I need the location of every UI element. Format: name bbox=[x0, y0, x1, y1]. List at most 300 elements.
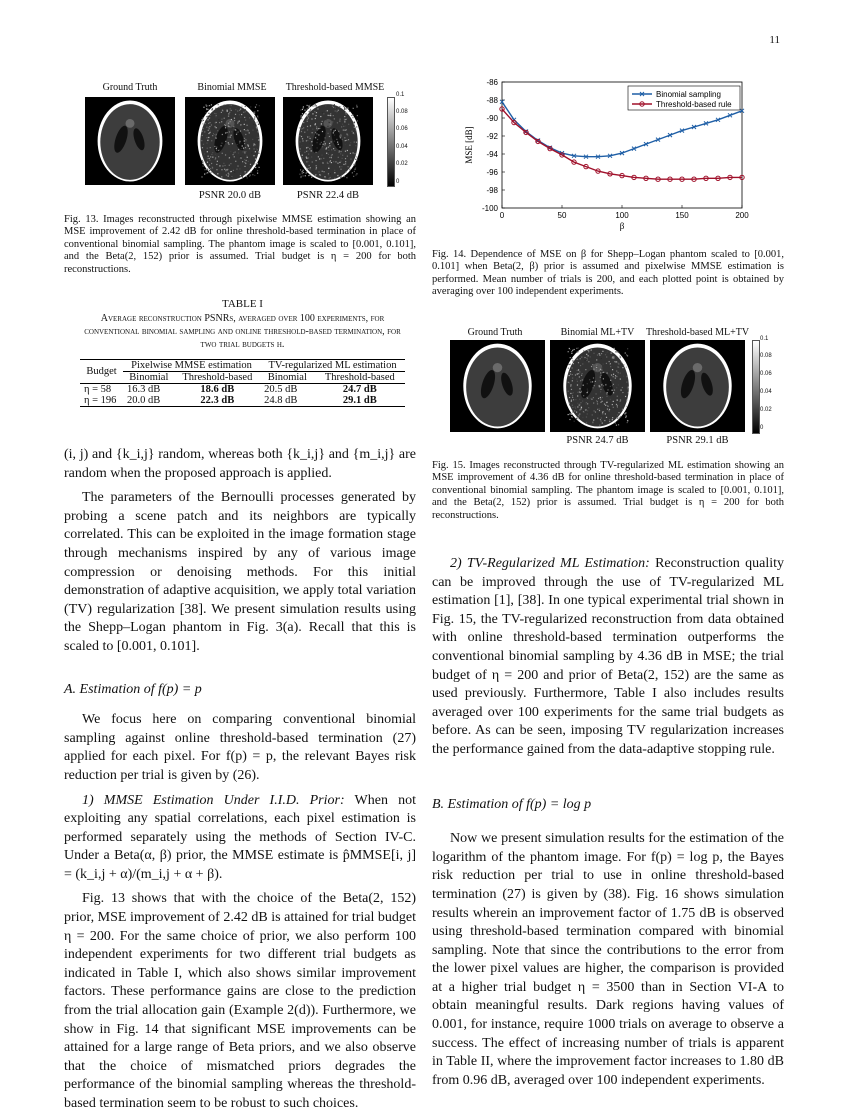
noise-speckle bbox=[306, 151, 307, 152]
noise-speckle bbox=[244, 166, 245, 167]
noise-speckle bbox=[245, 119, 246, 120]
fig15-label-gt: Ground Truth bbox=[467, 327, 523, 338]
noise-speckle bbox=[354, 165, 355, 166]
noise-speckle bbox=[315, 174, 316, 175]
noise-speckle bbox=[228, 116, 229, 117]
noise-speckle bbox=[570, 371, 571, 372]
noise-speckle bbox=[299, 135, 300, 136]
noise-speckle bbox=[305, 113, 306, 114]
noise-speckle bbox=[215, 122, 216, 123]
noise-speckle bbox=[235, 161, 236, 162]
noise-speckle bbox=[234, 172, 235, 173]
noise-speckle bbox=[333, 115, 334, 116]
noise-speckle bbox=[229, 165, 230, 166]
noise-speckle bbox=[572, 405, 573, 406]
noise-speckle bbox=[333, 107, 334, 108]
noise-speckle bbox=[211, 140, 212, 141]
noise-speckle bbox=[316, 105, 317, 106]
noise-speckle bbox=[247, 177, 248, 178]
noise-speckle bbox=[571, 351, 572, 352]
noise-speckle bbox=[612, 368, 613, 369]
noise-speckle bbox=[247, 114, 248, 115]
noise-speckle bbox=[303, 127, 304, 128]
noise-speckle bbox=[569, 349, 570, 350]
noise-speckle bbox=[614, 348, 615, 349]
noise-speckle bbox=[221, 176, 222, 177]
noise-speckle bbox=[315, 137, 316, 138]
noise-speckle bbox=[352, 117, 353, 118]
noise-speckle bbox=[327, 163, 328, 164]
noise-speckle bbox=[572, 411, 573, 412]
table1-group-header: Pixelwise MMSE estimation bbox=[123, 360, 260, 372]
noise-speckle bbox=[604, 403, 605, 404]
noise-speckle bbox=[237, 122, 238, 123]
noise-speckle bbox=[228, 137, 229, 138]
noise-speckle bbox=[596, 367, 597, 368]
noise-speckle bbox=[342, 158, 343, 159]
noise-speckle bbox=[344, 107, 345, 108]
noise-speckle bbox=[357, 120, 358, 121]
noise-speckle bbox=[210, 147, 211, 148]
noise-speckle bbox=[608, 371, 609, 372]
noise-speckle bbox=[617, 417, 618, 418]
legend-entry: Binomial sampling bbox=[656, 90, 721, 99]
noise-speckle bbox=[248, 145, 249, 146]
noise-speckle bbox=[568, 351, 569, 352]
noise-speckle bbox=[233, 170, 234, 171]
noise-speckle bbox=[591, 366, 592, 367]
phantom-top-spot bbox=[226, 119, 235, 128]
noise-speckle bbox=[320, 116, 321, 117]
noise-speckle bbox=[239, 121, 240, 122]
noise-speckle bbox=[226, 169, 227, 170]
noise-speckle bbox=[224, 166, 225, 167]
paragraph-text: When not exploiting any spatial correlations, each pixel estimation is performed separately using the methods of Section IV-C. Under a Beta(α, β) prior, the MMSE estimate is p̂MMSE[i, j] = (k_i,j + α)/(m_i,j + α + β). bbox=[64, 792, 416, 882]
noise-speckle bbox=[219, 150, 220, 151]
noise-speckle bbox=[598, 398, 599, 399]
noise-speckle bbox=[204, 169, 205, 170]
noise-speckle bbox=[321, 123, 322, 124]
noise-speckle bbox=[319, 158, 320, 159]
noise-speckle bbox=[207, 148, 208, 149]
noise-speckle bbox=[602, 413, 603, 414]
noise-speckle bbox=[316, 167, 317, 168]
noise-speckle bbox=[243, 148, 244, 149]
noise-speckle bbox=[582, 417, 583, 418]
noise-speckle bbox=[626, 382, 627, 383]
noise-speckle bbox=[615, 415, 616, 416]
table-row bbox=[80, 395, 405, 407]
noise-speckle bbox=[336, 112, 337, 113]
noise-speckle bbox=[572, 407, 573, 408]
noise-speckle bbox=[229, 125, 230, 126]
noise-speckle bbox=[218, 119, 219, 120]
noise-speckle bbox=[217, 173, 218, 174]
noise-speckle bbox=[324, 137, 325, 138]
noise-speckle bbox=[317, 147, 318, 148]
noise-speckle bbox=[615, 351, 616, 352]
noise-speckle bbox=[593, 419, 594, 420]
noise-speckle bbox=[607, 409, 608, 410]
noise-speckle bbox=[244, 124, 245, 125]
noise-speckle bbox=[572, 367, 573, 368]
noise-speckle bbox=[327, 148, 328, 149]
noise-speckle bbox=[606, 372, 607, 373]
noise-speckle bbox=[338, 174, 339, 175]
noise-speckle bbox=[306, 157, 307, 158]
noise-speckle bbox=[344, 176, 345, 177]
noise-speckle bbox=[615, 362, 616, 363]
noise-speckle bbox=[605, 384, 606, 385]
x-tick-label: 0 bbox=[499, 211, 505, 220]
noise-speckle bbox=[220, 106, 221, 107]
noise-speckle bbox=[205, 120, 206, 121]
noise-speckle bbox=[340, 151, 341, 152]
noise-speckle bbox=[324, 144, 325, 145]
noise-speckle bbox=[345, 172, 346, 173]
noise-speckle bbox=[354, 163, 355, 164]
noise-speckle bbox=[625, 417, 626, 418]
noise-speckle bbox=[207, 162, 208, 163]
fig13-caption: Fig. 13. Images reconstructed through pixelwise MMSE estimation showing an MSE improvement of 2.42 dB for online threshold-based termination in place of conventional binomial sampling. The phantom image is scaled to [0.001, 0.101], and the Beta(2, 152) prior is assumed. Trial budget is η = 200 for both reconstructions. bbox=[64, 214, 416, 275]
noise-speckle bbox=[259, 105, 260, 106]
noise-speckle bbox=[618, 373, 619, 374]
noise-speckle bbox=[238, 173, 239, 174]
noise-speckle bbox=[254, 116, 255, 117]
noise-speckle bbox=[354, 127, 355, 128]
noise-speckle bbox=[201, 119, 202, 120]
noise-speckle bbox=[300, 177, 301, 178]
fig13-label-binomial: Binomial MMSE bbox=[197, 82, 267, 93]
noise-speckle bbox=[340, 136, 341, 137]
noise-speckle bbox=[322, 147, 323, 148]
noise-speckle bbox=[339, 166, 340, 167]
noise-speckle bbox=[324, 170, 325, 171]
noise-speckle bbox=[325, 133, 326, 134]
noise-speckle bbox=[346, 134, 347, 135]
noise-speckle bbox=[310, 174, 311, 175]
noise-speckle bbox=[577, 406, 578, 407]
paragraph bbox=[432, 555, 784, 760]
noise-speckle bbox=[257, 170, 258, 171]
noise-speckle bbox=[212, 108, 213, 109]
noise-speckle bbox=[623, 376, 624, 377]
noise-speckle bbox=[329, 157, 330, 158]
fig13-cb-tick: 0.04 bbox=[396, 144, 408, 150]
noise-speckle bbox=[210, 168, 211, 169]
noise-speckle bbox=[216, 147, 217, 148]
noise-speckle bbox=[314, 124, 315, 125]
noise-speckle bbox=[620, 378, 621, 379]
noise-speckle bbox=[239, 168, 240, 169]
noise-speckle bbox=[202, 131, 203, 132]
noise-speckle bbox=[238, 149, 239, 150]
noise-speckle bbox=[256, 126, 257, 127]
noise-speckle bbox=[202, 118, 203, 119]
noise-speckle bbox=[215, 116, 216, 117]
phantom-body bbox=[566, 347, 629, 426]
noise-speckle bbox=[334, 134, 335, 135]
noise-speckle bbox=[354, 133, 355, 134]
noise-speckle bbox=[577, 392, 578, 393]
noise-speckle bbox=[575, 374, 576, 375]
noise-speckle bbox=[569, 419, 570, 420]
noise-speckle bbox=[300, 151, 301, 152]
noise-speckle bbox=[612, 385, 613, 386]
noise-speckle bbox=[307, 118, 308, 119]
noise-speckle bbox=[599, 425, 600, 426]
noise-speckle bbox=[340, 161, 341, 162]
noise-speckle bbox=[600, 397, 601, 398]
paragraph-text: Reconstruction quality can be improved through the use of TV-regularized ML estimation [1], [38]. In one typical experimental trial shown in Fig. 15, the TV-regularized reconstruction from data obtained with online threshold-based termination outperforms the conventional binomial sampling by 4.36 dB in MSE; the trial budget of η = 200 and prior of Beta(2, 152) are the same as used previously. Furthermore, Table I also includes results averaged over 100 experiments for the same trial budgets as before. As can be seen, imposing TV regularization increases the performance gained from the data-adaptive stopping rule. bbox=[432, 556, 784, 757]
noise-speckle bbox=[351, 149, 352, 150]
noise-speckle bbox=[249, 176, 250, 177]
noise-speckle bbox=[326, 153, 327, 154]
noise-speckle bbox=[201, 121, 202, 122]
noise-speckle bbox=[253, 124, 254, 125]
noise-speckle bbox=[232, 127, 233, 128]
noise-speckle bbox=[240, 157, 241, 158]
paragraph: Fig. 13 shows that with the choice of the Beta(2, 152) prior, MSE improvement of 2.42 dB is attained for trial budget η = 200. For the same choice of prior, we also perform 100 independent experiments for two different trial budgets as indicated in Table I, which also shows similar improvement factors. These performance gains are close to the prediction from the trial allocation gain (Example 2(d)). Furthermore, we show in Fig. 14 that significant MSE improvements can be attained for a large range of Beta priors, and we also observe that the choice of mismatched priors degrades the performance of the binomial sampling whereas the threshold-based termination seem to be robust to such choices. bbox=[64, 891, 416, 1111]
noise-speckle bbox=[208, 130, 209, 131]
noise-speckle bbox=[579, 391, 580, 392]
noise-speckle bbox=[222, 165, 223, 166]
noise-speckle bbox=[617, 400, 618, 401]
noise-speckle bbox=[593, 394, 594, 395]
noise-speckle bbox=[233, 128, 234, 129]
noise-speckle bbox=[229, 131, 230, 132]
phantom-body bbox=[466, 347, 529, 426]
fig15-ground-truth-image bbox=[450, 340, 545, 432]
noise-speckle bbox=[346, 114, 347, 115]
noise-speckle bbox=[318, 134, 319, 135]
noise-speckle bbox=[215, 159, 216, 160]
noise-speckle bbox=[587, 392, 588, 393]
noise-speckle bbox=[314, 111, 315, 112]
noise-speckle bbox=[233, 152, 234, 153]
noise-speckle bbox=[310, 104, 311, 105]
noise-speckle bbox=[353, 176, 354, 177]
noise-speckle bbox=[211, 154, 212, 155]
noise-speckle bbox=[303, 122, 304, 123]
noise-speckle bbox=[593, 377, 594, 378]
noise-speckle bbox=[319, 128, 320, 129]
right-column bbox=[432, 555, 784, 1096]
noise-speckle bbox=[571, 401, 572, 402]
noise-speckle bbox=[593, 353, 594, 354]
noise-speckle bbox=[618, 412, 619, 413]
noise-speckle bbox=[204, 123, 205, 124]
noise-speckle bbox=[609, 361, 610, 362]
noise-speckle bbox=[601, 384, 602, 385]
noise-speckle bbox=[250, 171, 251, 172]
noise-speckle bbox=[214, 113, 215, 114]
noise-speckle bbox=[597, 418, 598, 419]
noise-speckle bbox=[571, 414, 572, 415]
noise-speckle bbox=[240, 130, 241, 131]
noise-speckle bbox=[240, 173, 241, 174]
noise-speckle bbox=[615, 378, 616, 379]
noise-speckle bbox=[573, 404, 574, 405]
noise-speckle bbox=[307, 140, 308, 141]
noise-speckle bbox=[579, 413, 580, 414]
noise-speckle bbox=[603, 411, 604, 412]
noise-speckle bbox=[247, 157, 248, 158]
noise-speckle bbox=[346, 138, 347, 139]
noise-speckle bbox=[583, 395, 584, 396]
noise-speckle bbox=[302, 155, 303, 156]
noise-speckle bbox=[580, 408, 581, 409]
noise-speckle bbox=[204, 131, 205, 132]
noise-speckle bbox=[206, 173, 207, 174]
noise-speckle bbox=[355, 167, 356, 168]
noise-speckle bbox=[604, 420, 605, 421]
noise-speckle bbox=[600, 369, 601, 370]
noise-speckle bbox=[207, 105, 208, 106]
noise-speckle bbox=[573, 363, 574, 364]
noise-speckle bbox=[623, 364, 624, 365]
noise-speckle bbox=[626, 416, 627, 417]
noise-speckle bbox=[309, 165, 310, 166]
fig13-psnr-binomial: PSNR 20.0 dB bbox=[198, 190, 262, 201]
noise-speckle bbox=[202, 147, 203, 148]
noise-speckle bbox=[217, 161, 218, 162]
noise-speckle bbox=[307, 108, 308, 109]
noise-speckle bbox=[336, 139, 337, 140]
y-tick-label: -92 bbox=[486, 132, 498, 141]
noise-speckle bbox=[316, 165, 317, 166]
noise-speckle bbox=[356, 173, 357, 174]
noise-speckle bbox=[335, 130, 336, 131]
noise-speckle bbox=[239, 110, 240, 111]
noise-speckle bbox=[350, 153, 351, 154]
y-axis-label: MSE [dB] bbox=[464, 126, 474, 164]
noise-speckle bbox=[300, 148, 301, 149]
noise-speckle bbox=[228, 121, 229, 122]
noise-speckle bbox=[256, 104, 257, 105]
noise-speckle bbox=[303, 106, 304, 107]
noise-speckle bbox=[212, 167, 213, 168]
noise-speckle bbox=[227, 169, 228, 170]
noise-speckle bbox=[321, 173, 322, 174]
noise-speckle bbox=[324, 141, 325, 142]
noise-speckle bbox=[621, 361, 622, 362]
noise-speckle bbox=[580, 380, 581, 381]
noise-speckle bbox=[209, 128, 210, 129]
noise-speckle bbox=[618, 384, 619, 385]
noise-speckle bbox=[209, 126, 210, 127]
noise-speckle bbox=[209, 115, 210, 116]
noise-speckle bbox=[586, 398, 587, 399]
noise-speckle bbox=[599, 370, 600, 371]
noise-speckle bbox=[571, 400, 572, 401]
noise-speckle bbox=[343, 164, 344, 165]
noise-speckle bbox=[572, 374, 573, 375]
noise-speckle bbox=[602, 422, 603, 423]
noise-speckle bbox=[315, 152, 316, 153]
noise-speckle bbox=[599, 355, 600, 356]
phantom-body bbox=[200, 104, 259, 180]
noise-speckle bbox=[595, 381, 596, 382]
noise-speckle bbox=[322, 112, 323, 113]
noise-speckle bbox=[339, 147, 340, 148]
noise-speckle bbox=[337, 111, 338, 112]
noise-speckle bbox=[330, 115, 331, 116]
noise-speckle bbox=[606, 356, 607, 357]
noise-speckle bbox=[626, 375, 627, 376]
noise-speckle bbox=[588, 355, 589, 356]
noise-speckle bbox=[230, 121, 231, 122]
noise-speckle bbox=[203, 151, 204, 152]
noise-speckle bbox=[301, 157, 302, 158]
noise-speckle bbox=[577, 417, 578, 418]
noise-speckle bbox=[337, 163, 338, 164]
noise-speckle bbox=[597, 401, 598, 402]
noise-speckle bbox=[253, 155, 254, 156]
noise-speckle bbox=[599, 353, 600, 354]
noise-speckle bbox=[590, 356, 591, 357]
noise-speckle bbox=[302, 141, 303, 142]
noise-speckle bbox=[339, 152, 340, 153]
phantom-body bbox=[100, 104, 159, 180]
noise-speckle bbox=[206, 108, 207, 109]
noise-speckle bbox=[306, 147, 307, 148]
noise-speckle bbox=[342, 139, 343, 140]
noise-speckle bbox=[579, 399, 580, 400]
noise-speckle bbox=[576, 348, 577, 349]
noise-speckle bbox=[300, 169, 301, 170]
noise-speckle bbox=[308, 105, 309, 106]
noise-speckle bbox=[613, 392, 614, 393]
table1-sub-header: Binomial bbox=[267, 372, 307, 383]
noise-speckle bbox=[210, 156, 211, 157]
noise-speckle bbox=[240, 124, 241, 125]
noise-speckle bbox=[333, 148, 334, 149]
noise-speckle bbox=[206, 116, 207, 117]
noise-speckle bbox=[606, 396, 607, 397]
noise-speckle bbox=[568, 414, 569, 415]
noise-speckle bbox=[570, 364, 571, 365]
noise-speckle bbox=[328, 165, 329, 166]
noise-speckle bbox=[587, 410, 588, 411]
noise-speckle bbox=[249, 117, 250, 118]
noise-speckle bbox=[228, 123, 229, 124]
noise-speckle bbox=[331, 149, 332, 150]
noise-speckle bbox=[581, 356, 582, 357]
noise-speckle bbox=[315, 132, 316, 133]
noise-speckle bbox=[310, 135, 311, 136]
noise-speckle bbox=[627, 422, 628, 423]
noise-speckle bbox=[600, 391, 601, 392]
noise-speckle bbox=[209, 122, 210, 123]
noise-speckle bbox=[219, 165, 220, 166]
noise-speckle bbox=[216, 155, 217, 156]
noise-speckle bbox=[581, 375, 582, 376]
paragraph bbox=[64, 792, 416, 885]
noise-speckle bbox=[312, 129, 313, 130]
fig13-ground-truth-image bbox=[85, 97, 175, 185]
noise-speckle bbox=[207, 109, 208, 110]
noise-speckle bbox=[228, 142, 229, 143]
noise-speckle bbox=[322, 162, 323, 163]
noise-speckle bbox=[250, 106, 251, 107]
noise-speckle bbox=[612, 417, 613, 418]
noise-speckle bbox=[625, 412, 626, 413]
noise-speckle bbox=[587, 350, 588, 351]
fig13-colorbar bbox=[387, 97, 395, 187]
noise-speckle bbox=[569, 404, 570, 405]
noise-speckle bbox=[206, 142, 207, 143]
